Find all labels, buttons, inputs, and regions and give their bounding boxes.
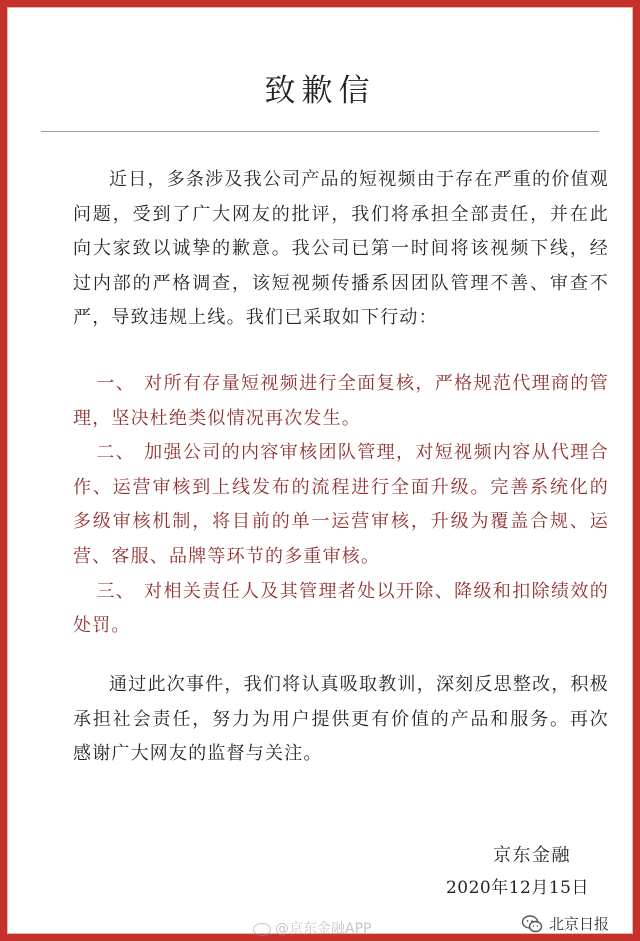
weibo-watermark: [253, 918, 371, 938]
closing-paragraph: 通过此次事件，我们将认真吸取教训，深刻反思整改，积极承担社会责任，努力为用户提供更有价值的产品和服务。再次感谢广大网友的监督与关注。: [73, 674, 609, 765]
action-item: [73, 436, 609, 574]
action-number: 三、: [96, 580, 136, 602]
signer-name: 京东金融: [493, 845, 571, 866]
action-text: 对相关责任人及其管理者处以开除、降级和扣除绩效的处罚。: [73, 580, 609, 637]
weibo-icon: [253, 923, 271, 936]
action-number: 二、: [96, 442, 136, 464]
title-divider: [41, 131, 599, 132]
action-text: 加强公司的内容审核团队管理，对短视频内容从代理合作、运营审核到上线发布的流程进行全面升级。完善系统化的多级审核机制，将目前的单一运营审核，升级为覆盖合规、运营、客服、品牌等环节的多重审核。: [73, 442, 609, 567]
news-brand-mark: [521, 913, 609, 934]
news-brand-text: 北京日报: [548, 915, 609, 933]
action-item: [73, 367, 609, 436]
wechat-icon: [521, 914, 543, 934]
letter-title: 致歉信: [264, 73, 376, 109]
letter-date: 2020年12月15日: [445, 878, 589, 898]
action-list: [73, 367, 609, 644]
action-number: 一、: [96, 373, 136, 394]
opening-paragraph: 近日，多条涉及我公司产品的短视频由于存在严重的价值观问题，受到了广大网友的批评，我们将承担全部责任，并在此向大家致以诚挚的歉意。我公司已第一时间将该视频下线，经过内部的严格调查，该短视频传播系因团队管理不善、审查不严，导致违规上线。我们已采取如下行动：: [73, 169, 609, 329]
action-text: 对所有存量短视频进行全面复核，严格规范代理商的管理，坚决杜绝类似情况再次发生。: [73, 373, 609, 429]
watermark-text: @京东金融APP: [275, 921, 372, 937]
action-item: [73, 575, 609, 644]
